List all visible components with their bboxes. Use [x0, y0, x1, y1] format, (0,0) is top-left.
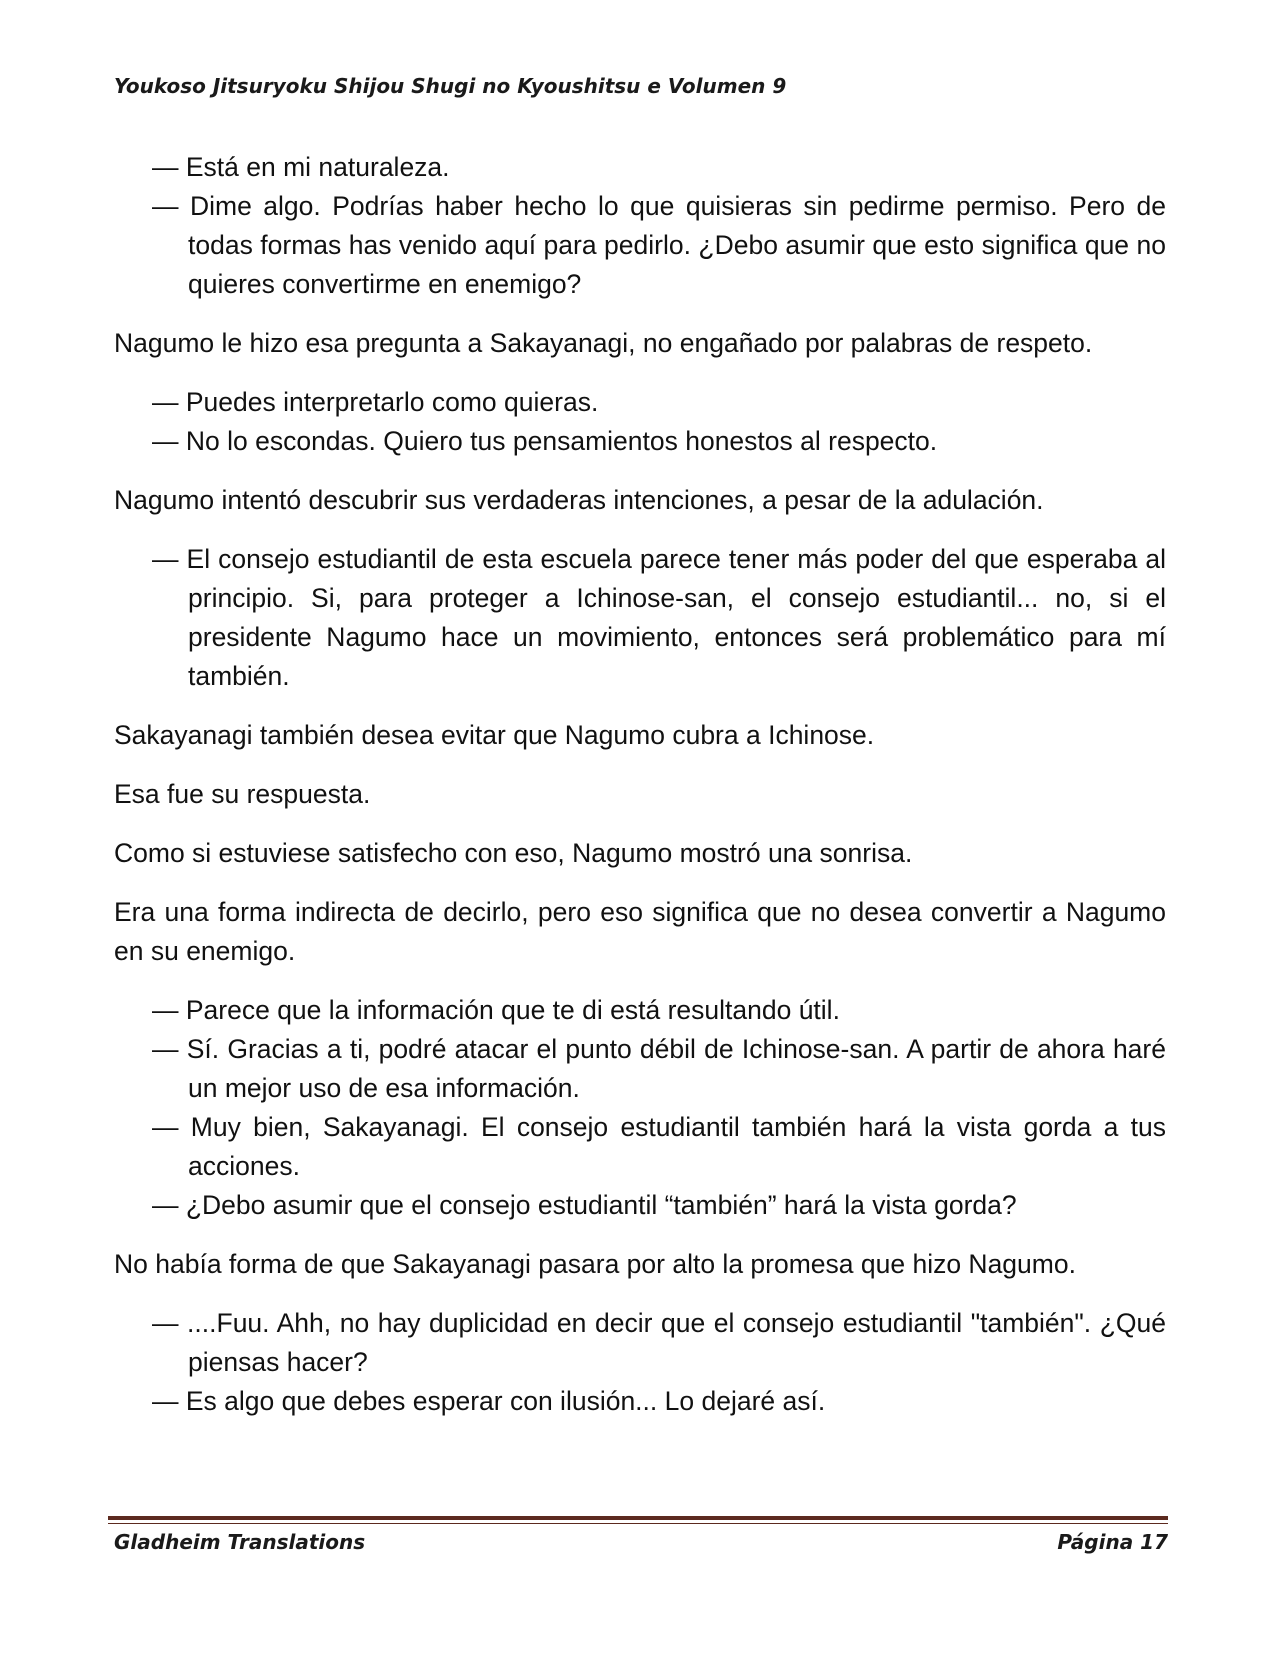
paragraph: No había forma de que Sakayanagi pasara por alto la promesa que hizo Nagumo. [114, 1249, 1076, 1279]
dialogue-line: — Sí. Gracias a ti, podré atacar el punto débil de Ichinose-san. A partir de ahora haré un mejor uso de esa información. [152, 1034, 1166, 1103]
dialogue-block [114, 991, 1166, 1225]
paragraph: Nagumo le hizo esa pregunta a Sakayanagi, no engañado por palabras de respeto. [114, 328, 1093, 358]
dialogue-line: — Está en mi naturaleza. [152, 152, 450, 182]
body-text [114, 148, 1166, 1441]
dialogue-block [114, 383, 1166, 461]
paragraph: Esa fue su respuesta. [114, 779, 371, 809]
footer-rule-thick [108, 1516, 1168, 1520]
dialogue-block [114, 540, 1166, 696]
dialogue-line: — Es algo que debes esperar con ilusión... Lo dejaré así. [152, 1386, 826, 1416]
dialogue-line: — Parece que la información que te di está resultando útil. [152, 995, 840, 1025]
paragraph: Nagumo intentó descubrir sus verdaderas intenciones, a pesar de la adulación. [114, 485, 1044, 515]
dialogue-line: — ¿Debo asumir que el consejo estudiantil “también” hará la vista gorda? [152, 1190, 1017, 1220]
dialogue-line: — Puedes interpretarlo como quieras. [152, 387, 599, 417]
footer-rule-thin [108, 1523, 1168, 1524]
dialogue-block [114, 148, 1166, 304]
footer-translator: Gladheim Translations [114, 1530, 366, 1554]
dialogue-line: — Muy bien, Sakayanagi. El consejo estudiantil también hará la vista gorda a tus acciones. [152, 1112, 1166, 1181]
dialogue-line: — No lo escondas. Quiero tus pensamientos honestos al respecto. [152, 426, 938, 456]
paragraph: Sakayanagi también desea evitar que Nagumo cubra a Ichinose. [114, 720, 875, 750]
dialogue-line: — El consejo estudiantil de esta escuela parece tener más poder del que esperaba al principio. Si, para proteger a Ichinose-san, el consejo estudiantil... no, si el presidente Nagumo hace un movimiento, entonces será problemático para mí también. [152, 544, 1166, 691]
footer-page-number: Página 17 [1057, 1530, 1168, 1554]
dialogue-line: — Dime algo. Podrías haber hecho lo que quisieras sin pedirme permiso. Pero de todas formas has venido aquí para pedirlo. ¿Debo asumir que esto significa que no quieres convertirme en enemigo? [152, 191, 1166, 299]
dialogue-line: — ....Fuu. Ahh, no hay duplicidad en decir que el consejo estudiantil "también". ¿Qué piensas hacer? [152, 1308, 1166, 1377]
running-header: Youkoso Jitsuryoku Shijou Shugi no Kyoushitsu e Volumen 9 [114, 74, 787, 98]
paragraph: Como si estuviese satisfecho con eso, Nagumo mostró una sonrisa. [114, 838, 913, 868]
paragraph: Era una forma indirecta de decirlo, pero eso significa que no desea convertir a Nagumo en su enemigo. [114, 897, 1166, 966]
dialogue-block [114, 1304, 1166, 1421]
